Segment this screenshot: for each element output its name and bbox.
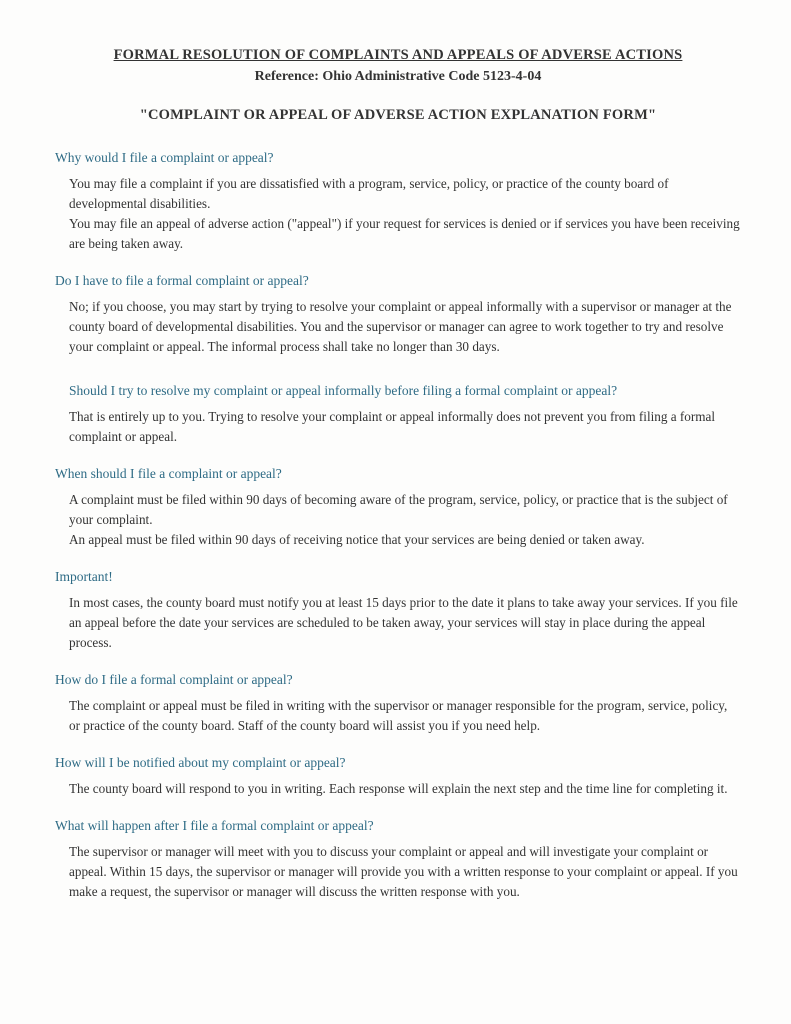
section-heading: Important!	[55, 569, 113, 584]
section-heading: Why would I file a complaint or appeal?	[55, 150, 274, 165]
section-paragraph: An appeal must be filed within 90 days of receiving notice that your services are being denied or taken away.	[69, 532, 645, 547]
document-body	[55, 148, 741, 902]
section-heading: Do I have to file a formal complaint or appeal?	[55, 273, 309, 288]
document-reference: Reference: Ohio Administrative Code 5123-4-04	[254, 69, 542, 84]
section-answer	[69, 842, 741, 902]
section-answer	[69, 407, 741, 447]
section-paragraph: No; if you choose, you may start by trying to resolve your complaint or appeal informally with a supervisor or manager at the county board of developmental disabilities. You and the supervisor or manager can agree to work together to try and resolve your complaint or appeal. The informal process shall take no longer than 30 days.	[69, 299, 732, 354]
section-when-to-file	[55, 464, 741, 550]
section-paragraph: You may file an appeal of adverse action ("appeal") if your request for services is denied or if services you have been receiving are being taken away.	[69, 216, 740, 251]
document-header	[55, 44, 741, 124]
section-answer	[69, 696, 741, 736]
section-paragraph: The supervisor or manager will meet with you to discuss your complaint or appeal and will investigate your complaint or appeal. Within 15 days, the supervisor or manager will provide you with a written response to your complaint or appeal. If you make a request, the supervisor or manager will discuss the written response with you.	[69, 844, 738, 899]
section-paragraph: That is entirely up to you. Trying to resolve your complaint or appeal informally does not prevent you from filing a formal complaint or appeal.	[69, 409, 716, 444]
section-paragraph: A complaint must be filed within 90 days of becoming aware of the program, service, policy, or practice that is the subject of your complaint.	[69, 492, 728, 527]
section-paragraph: The county board will respond to you in writing. Each response will explain the next step and the time line for completing it.	[69, 781, 728, 796]
document-title: FORMAL RESOLUTION OF COMPLAINTS AND APPEALS OF ADVERSE ACTIONS	[113, 47, 683, 63]
section-paragraph: You may file a complaint if you are dissatisfied with a program, service, policy, or practice of the county board of developmental disabilities.	[69, 176, 669, 211]
section-how-to-file	[55, 670, 741, 736]
section-heading: What will happen after I file a formal complaint or appeal?	[55, 818, 374, 833]
section-paragraph: In most cases, the county board must notify you at least 15 days prior to the date it plans to take away your services. If you file an appeal before the date your services are scheduled to be taken away, your services will stay in place during the appeal process.	[69, 595, 738, 650]
section-why-file	[55, 148, 741, 254]
section-heading: How will I be notified about my complaint or appeal?	[55, 755, 346, 770]
section-paragraph: The complaint or appeal must be filed in writing with the supervisor or manager responsible for the program, service, policy, or practice of the county board. Staff of the county board will assist you if you need help.	[69, 698, 728, 733]
section-answer	[69, 490, 741, 550]
section-answer	[69, 779, 741, 799]
section-formal-required	[55, 271, 741, 357]
section-important	[55, 567, 741, 653]
form-title: "COMPLAINT OR APPEAL OF ADVERSE ACTION EXPLANATION FORM"	[139, 107, 657, 123]
section-answer	[69, 593, 741, 653]
section-heading: When should I file a complaint or appeal?	[55, 466, 282, 481]
section-heading: How do I file a formal complaint or appeal?	[55, 672, 293, 687]
section-heading: Should I try to resolve my complaint or appeal informally before filing a formal complaint or appeal?	[69, 383, 618, 398]
section-informal-first	[55, 381, 741, 447]
section-notification	[55, 753, 741, 799]
section-answer	[69, 174, 741, 254]
section-answer	[69, 297, 741, 357]
section-after-filing	[55, 816, 741, 902]
